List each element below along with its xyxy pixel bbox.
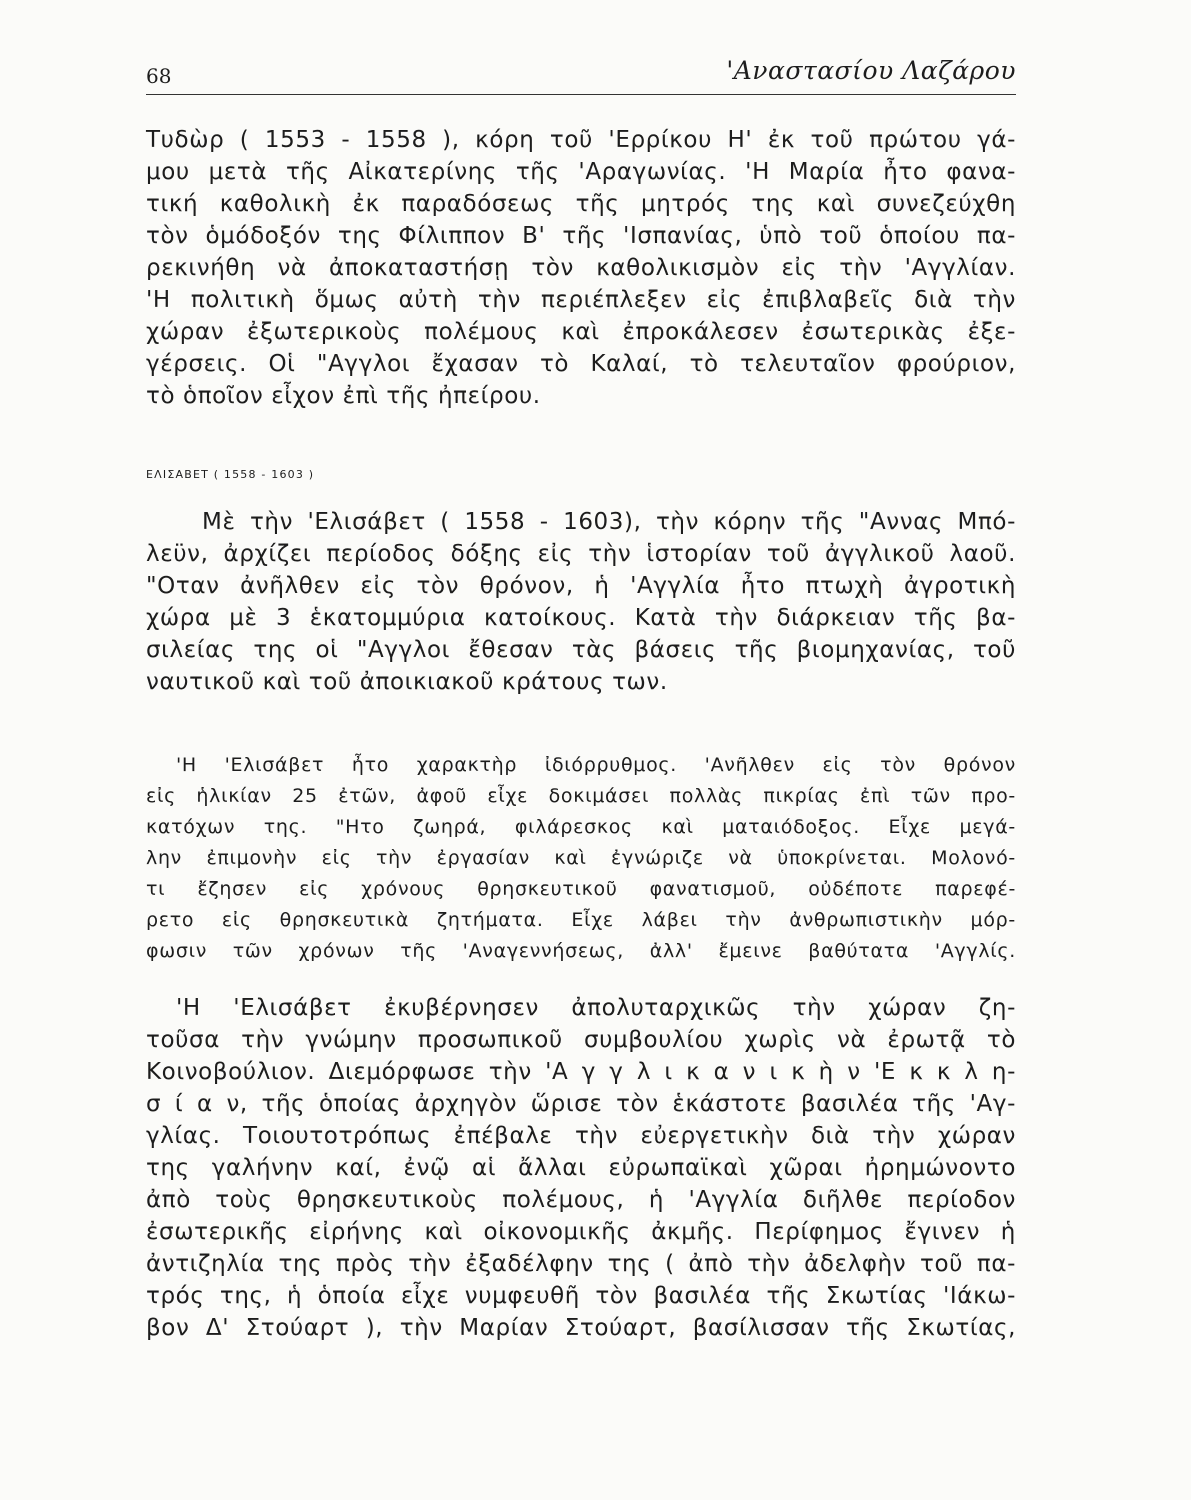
text-line: της γαλήνην καί, ἐνῷ αἱ ἄλλαι εὐρωπαϊκαὶ χῶραι ἠρημώνοντο: [146, 1155, 1016, 1181]
text-line: φωσιν τῶν χρόνων τῆς 'Αναγεννήσεως, ἀλλ' ἔμεινε βαθύτατα 'Αγγλίς.: [146, 940, 1016, 962]
text-line: λεϋν, ἀρχίζει περίοδος δόξης εἰς τὴν ἱστορίαν τοῦ ἀγγλικοῦ λαοῦ.: [146, 541, 1016, 567]
text-line: τὸν ὁμόδοξόν της Φίλιππον Β' τῆς 'Ισπανίας, ὑπὸ τοῦ ὁποίου πα-: [146, 223, 1016, 249]
text-line: ναυτικοῦ καὶ τοῦ ἀποικιακοῦ κράτους των.: [146, 669, 668, 695]
paragraph-elizabeth-intro: [146, 506, 1016, 698]
text-line: "Οταν ἀνῆλθεν εἰς τὸν θρόνον, ἡ 'Αγγλία ἦτο πτωχὴ ἀγροτικὴ: [146, 573, 1016, 599]
paragraph-tudor: [146, 124, 1016, 412]
text-line: Μὲ τὴν 'Ελισάβετ ( 1558 - 1603), τὴν κόρην τῆς "Αννας Μπό-: [202, 509, 1016, 535]
header-rule: [146, 94, 1016, 95]
text-line: 'Η πολιτικὴ ὅμως αὐτὴ τὴν περιέπλεξεν εἰς ἐπιβλαβεῖς διὰ τὴν: [146, 287, 1016, 313]
text-line: 'Η 'Ελισάβετ ἐκυβέρνησεν ἀπολυταρχικῶς τὴν χώραν ζη-: [176, 995, 1016, 1021]
text-line: Τυδὼρ ( 1553 - 1558 ), κόρη τοῦ 'Ερρίκου Η' ἐκ τοῦ πρώτου γά-: [146, 127, 1016, 153]
text-line: λην ἐπιμονὴν εἰς τὴν ἐργασίαν καὶ ἐγνώριζε νὰ ὑποκρίνεται. Μολονό-: [146, 847, 1016, 869]
page-header: [146, 52, 1016, 96]
paragraph-elizabeth-character: [146, 750, 1016, 967]
text-line: ἀπὸ τοὺς θρησκευτικοὺς πολέμους, ἡ 'Αγγλία διῆλθε περίοδον: [146, 1187, 1016, 1213]
text-line: εἰς ἡλικίαν 25 ἐτῶν, ἀφοῦ εἶχε δοκιμάσει πολλὰς πικρίας ἐπὶ τῶν προ-: [146, 785, 1016, 807]
text-line: σ ί α ν, τῆς ὁποίας ἀρχηγὸν ὥρισε τὸν ἑκάστοτε βασιλέα τῆς 'Αγ-: [146, 1091, 1016, 1117]
text-line: γέρσεις. Οἱ "Αγγλοι ἔχασαν τὸ Καλαί, τὸ τελευταῖον φρούριον,: [146, 351, 1016, 377]
text-line: τὸ ὁποῖον εἶχον ἐπὶ τῆς ἠπείρου.: [146, 383, 541, 409]
text-line: βον Δ' Στούαρτ ), τὴν Μαρίαν Στούαρτ, βασίλισσαν τῆς Σκωτίας,: [146, 1315, 1016, 1341]
text-line: σιλείας της οἱ "Αγγλοι ἔθεσαν τὰς βάσεις τῆς βιομηχανίας, τοῦ: [146, 637, 1016, 663]
text-line: τρός της, ἡ ὁποία εἶχε νυμφευθῆ τὸν βασιλέα τῆς Σκωτίας 'Ιάκω-: [146, 1283, 1016, 1309]
text-line: ἀντιζηλία της πρὸς τὴν ἐξαδέλφην της ( ἀπὸ τὴν ἀδελφὴν τοῦ πα-: [146, 1251, 1016, 1277]
text-line: 'Η 'Ελισάβετ ἦτο χαρακτὴρ ἰδιόρρυθμος. 'Ανῆλθεν εἰς τὸν θρόνον: [176, 754, 1016, 776]
text-line: τική καθολικὴ ἐκ παραδόσεως τῆς μητρός της καὶ συνεζεύχθη: [146, 191, 1016, 217]
text-line: τοῦσα τὴν γνώμην προσωπικοῦ συμβουλίου χωρὶς νὰ ἐρωτᾷ τὸ: [146, 1027, 1016, 1053]
paragraph-elizabeth-rule: [146, 992, 1016, 1344]
text-line: μου μετὰ τῆς Αἰκατερίνης τῆς 'Αραγωνίας. 'Η Μαρία ἦτο φανα-: [146, 159, 1016, 185]
text-line: κατόχων της. "Ητο ζωηρά, φιλάρεσκος καὶ ματαιόδοξος. Εἶχε μεγά-: [146, 816, 1016, 838]
text-line: ρεκινήθη νὰ ἀποκαταστήσῃ τὸν καθολικισμὸν εἰς τὴν 'Αγγλίαν.: [146, 255, 1016, 281]
text-line: τι ἔζησεν εἰς χρόνους θρησκευτικοῦ φανατισμοῦ, οὐδέποτε παρεφέ-: [146, 878, 1016, 900]
section-heading: ΕΛΙΣΑΒΕΤ ( 1558 - 1603 ): [146, 468, 315, 481]
text-line: χώρα μὲ 3 ἑκατομμύρια κατοίκους. Κατὰ τὴν διάρκειαν τῆς βα-: [146, 605, 1016, 631]
text-line: ρετο εἰς θρησκευτικὰ ζητήματα. Εἶχε λάβει τὴν ἀνθρωπιστικὴν μόρ-: [146, 909, 1016, 931]
text-line: γλίας. Τοιουτοτρόπως ἐπέβαλε τὴν εὐεργετικὴν διὰ τὴν χώραν: [146, 1123, 1016, 1149]
text-line: ἐσωτερικῆς εἰρήνης καὶ οἰκονομικῆς ἀκμῆς. Περίφημος ἔγινεν ἡ: [146, 1219, 1016, 1245]
text-line: χώραν ἐξωτερικοὺς πολέμους καὶ ἐπροκάλεσεν ἐσωτερικὰς ἐξε-: [146, 319, 1016, 345]
page-number: 68: [146, 64, 172, 88]
running-head-author: 'Αναστασίου Λαζάρου: [726, 56, 1016, 85]
text-line: Κοινοβούλιον. Διεμόρφωσε τὴν 'Α γ γ λ ι κ α ν ι κ ὴ ν 'Ε κ κ λ η-: [146, 1059, 1016, 1085]
